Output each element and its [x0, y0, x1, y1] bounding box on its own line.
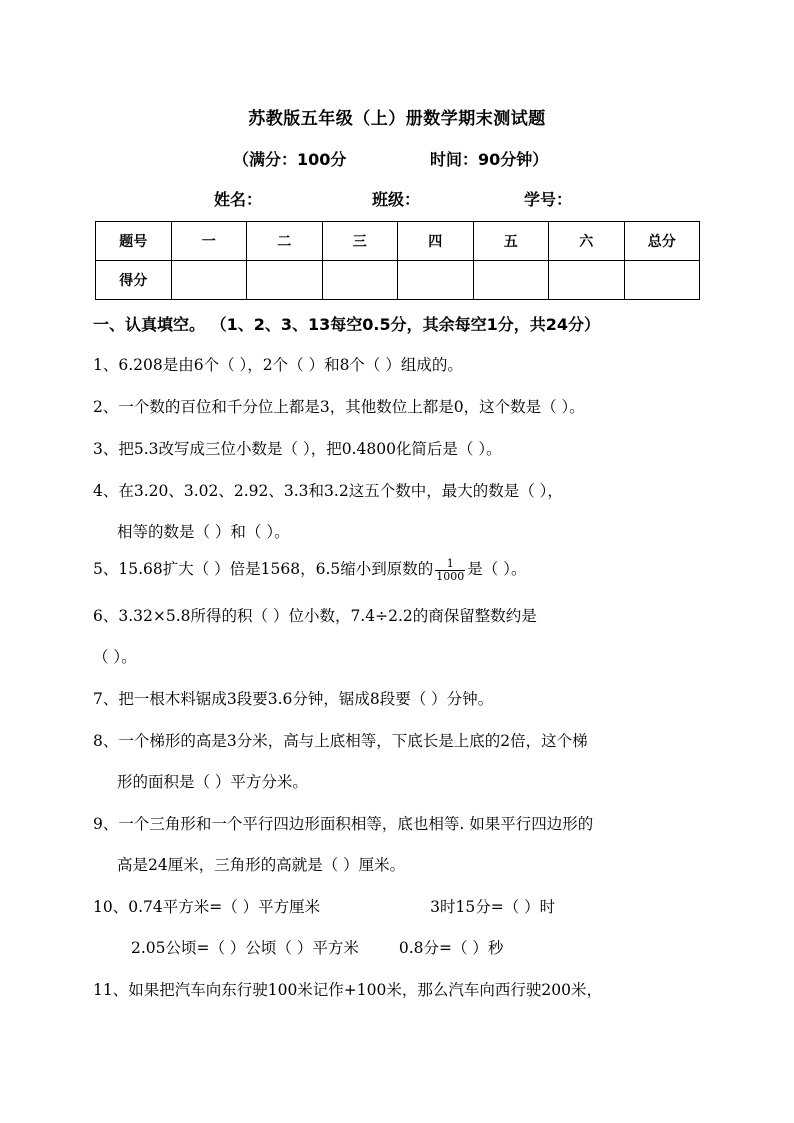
class-label: 班级：: [372, 190, 421, 209]
question-10-part-b: 3时15分=（ ）时: [430, 898, 556, 916]
question-5: [93, 557, 526, 583]
section-1-heading: 一、认真填空。 （1、2、3、13每空0.5分，其余每空1分，共24分）: [93, 315, 600, 334]
score-cell[interactable]: [247, 261, 323, 300]
score-table: [95, 221, 700, 300]
header-cell-6: 六: [549, 222, 625, 261]
fraction-denominator: 1000: [436, 569, 465, 583]
question-10-part-a: 10、0.74平方米=（ ）平方厘米: [93, 898, 321, 916]
question-7: 7、把一根木料锯成3段要3.6分钟，锯成8段要（ ）分钟。: [93, 690, 494, 708]
question-5-part-1: 5、15.68扩大（ ）倍是1568，6.5缩小到原数的: [93, 560, 434, 578]
question-8-line-2: 形的面积是（ ）平方分米。: [117, 773, 308, 791]
question-4-line-2: 相等的数是（ ）和（ ）。: [117, 523, 290, 541]
score-cell[interactable]: [398, 261, 474, 300]
header-cell-question-no: 题号: [96, 222, 172, 261]
question-2: 2、一个数的百位和千分位上都是3，其他数位上都是0，这个数是（ ）。: [93, 398, 585, 416]
fraction: [435, 558, 465, 583]
header-cell-total: 总分: [624, 222, 700, 261]
question-4-line-1: 4、在3.20、3.02、2.92、3.3和3.2这五个数中，最大的数是（ ），: [93, 482, 563, 500]
question-10-line-2: [131, 936, 503, 958]
question-6-line-2: （ ）。: [93, 648, 137, 666]
question-1: 1、6.208是由6个（ ），2个（ ）和8个（ ）组成的。: [93, 356, 463, 374]
header-cell-4: 四: [398, 222, 474, 261]
score-row-label: 得分: [96, 261, 172, 300]
question-9-line-2: 高是24厘米，三角形的高就是（ ）厘米。: [117, 856, 406, 874]
header-cell-5: 五: [473, 222, 549, 261]
question-5-part-2: 是（ ）。: [467, 560, 527, 578]
header-cell-2: 二: [247, 222, 323, 261]
score-cell[interactable]: [549, 261, 625, 300]
question-10-part-d: 0.8分=（ ）秒: [398, 939, 504, 957]
question-9-line-1: 9、一个三角形和一个平行四边形面积相等，底也相等. 如果平行四边形的: [93, 815, 594, 833]
question-6-line-1: 6、3.32×5.8所得的积（ ）位小数，7.4÷2.2的商保留整数约是: [93, 607, 537, 625]
score-cell[interactable]: [171, 261, 247, 300]
score-table-score-row: [96, 261, 700, 300]
time-label: 时间：90分钟）: [430, 150, 549, 169]
question-10-part-c: 2.05公顷=（ ）公顷（ ）平方米: [131, 939, 359, 957]
score-table-header-row: [96, 222, 700, 261]
header-cell-3: 三: [322, 222, 398, 261]
exam-title: 苏教版五年级（上）册数学期末测试题: [248, 109, 546, 129]
header-cell-1: 一: [171, 222, 247, 261]
score-cell[interactable]: [624, 261, 700, 300]
score-cell[interactable]: [322, 261, 398, 300]
question-11: 11、如果把汽车向东行驶100米记作+100米，那么汽车向西行驶200米，: [93, 981, 602, 999]
student-number-label: 学号：: [524, 190, 573, 209]
question-8-line-1: 8、一个梯形的高是3分米，高与上底相等，下底长是上底的2倍，这个梯: [93, 732, 588, 750]
question-10-line-1: [93, 895, 555, 917]
question-3: 3、把5.3改写成三位小数是（ ），把0.4800化简后是（ ）。: [93, 440, 502, 458]
fraction-numerator: 1: [435, 558, 465, 571]
name-label: 姓名：: [214, 190, 263, 209]
full-score-label: （满分：100分: [233, 150, 347, 169]
score-cell[interactable]: [473, 261, 549, 300]
